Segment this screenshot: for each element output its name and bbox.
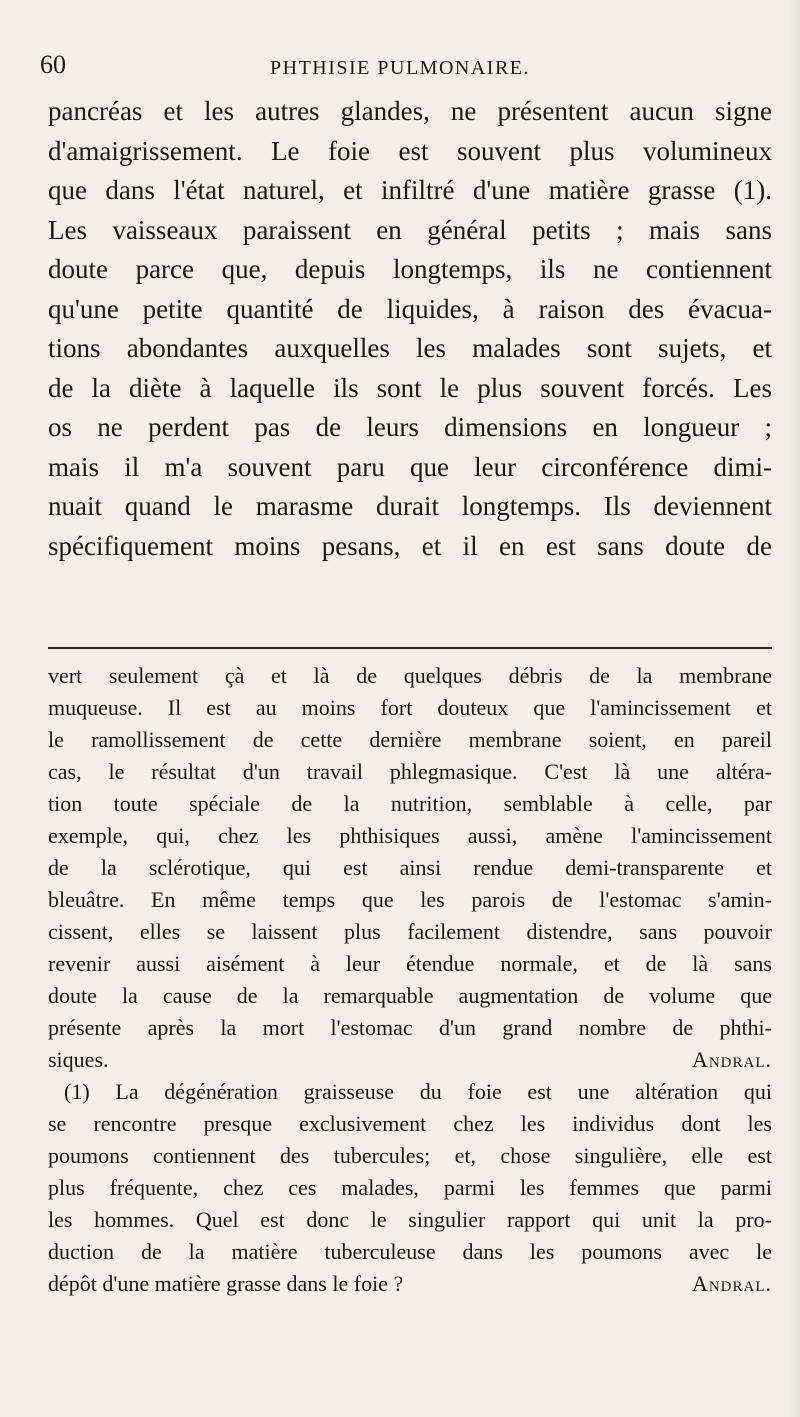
footnote-line: les hommes. Quel est donc le singulier rapport qui unit la pro- bbox=[48, 1207, 772, 1232]
footnote-line: vert seulement çà et là de quelques débris de la membrane bbox=[48, 663, 772, 688]
footnote-line: revenir aussi aisément à leur étendue normale, et de là sans bbox=[48, 951, 772, 976]
page-header bbox=[40, 50, 770, 86]
footnote-line: de la sclérotique, qui est ainsi rendue demi-transparente et bbox=[48, 855, 772, 880]
footnote-continued bbox=[48, 660, 772, 1076]
main-text-line: qu'une petite quantité de liquides, à raison des évacua- bbox=[48, 293, 772, 324]
footnote-separator-rule bbox=[48, 647, 772, 649]
footnote-line: poumons contiennent des tubercules; et, chose singulière, elle est bbox=[48, 1143, 772, 1168]
footnote-line: présente après la mort l'estomac d'un grand nombre de phthi- bbox=[48, 1015, 772, 1040]
footnote-line: exemple, qui, chez les phthisiques aussi, amène l'amincissement bbox=[48, 823, 772, 848]
author-signature: Andral. bbox=[691, 1047, 772, 1072]
main-text-line: spécifiquement moins pesans, et il en est sans doute de bbox=[48, 530, 772, 561]
footnote-line: se rencontre presque exclusivement chez les individus dont les bbox=[48, 1111, 772, 1136]
footnote-line: tion toute spéciale de la nutrition, semblable à celle, par bbox=[48, 791, 772, 816]
footnote-last-line bbox=[48, 1268, 772, 1300]
footnote-line: duction de la matière tuberculeuse dans les poumons avec le bbox=[48, 1239, 772, 1264]
main-text-line: doute parce que, depuis longtemps, ils ne contiennent bbox=[48, 254, 772, 284]
footnote-line-text: siques. bbox=[48, 1047, 109, 1072]
footnote-line: (1) La dégénération graisseuse du foie est une altération qui bbox=[64, 1079, 772, 1104]
footnote-line-text: dépôt d'une matière grasse dans le foie ? bbox=[48, 1271, 404, 1296]
author-signature: Andral. bbox=[691, 1271, 772, 1296]
footnote-line: muqueuse. Il est au moins fort douteux que l'amincissement et bbox=[48, 695, 772, 720]
main-text-line: tions abondantes auxquelles les malades sont sujets, et bbox=[48, 333, 772, 363]
main-text-block bbox=[48, 92, 772, 566]
main-text-line: Les vaisseaux paraissent en général petits ; mais sans bbox=[48, 214, 772, 245]
main-text-line: que dans l'état naturel, et infiltré d'une matière grasse (1). bbox=[48, 175, 772, 205]
running-title: PHTHISIE PULMONAIRE. bbox=[270, 57, 530, 79]
footnote-line: cas, le résultat d'un travail phlegmasique. C'est là une altéra- bbox=[48, 759, 772, 784]
main-text-line: d'amaigrissement. Le foie est souvent plus volumineux bbox=[48, 135, 772, 166]
page-edge-shadow bbox=[786, 0, 800, 1417]
footnote-1 bbox=[48, 1076, 772, 1300]
main-text-line: de la diète à laquelle ils sont le plus souvent forcés. Les bbox=[48, 372, 772, 403]
footnote-line: bleuâtre. En même temps que les parois de l'estomac s'amin- bbox=[48, 887, 772, 912]
footnotes-block bbox=[48, 660, 772, 1300]
footnote-line: doute la cause de la remarquable augmentation de volume que bbox=[48, 983, 772, 1008]
footnote-line: le ramollissement de cette dernière membrane soient, en pareil bbox=[48, 727, 772, 752]
footnote-line: cissent, elles se laissent plus facilement distendre, sans pouvoir bbox=[48, 919, 772, 944]
main-text-line: mais il m'a souvent paru que leur circonférence dimi- bbox=[48, 451, 772, 482]
main-text-line: nuait quand le marasme durait longtemps. Ils deviennent bbox=[48, 491, 772, 521]
footnote-line: plus fréquente, chez ces malades, parmi les femmes que parmi bbox=[48, 1175, 772, 1200]
main-text-line: pancréas et les autres glandes, ne présentent aucun signe bbox=[48, 96, 772, 126]
page-number: 60 bbox=[40, 50, 66, 79]
footnote-last-line bbox=[48, 1044, 772, 1076]
main-text-line: os ne perdent pas de leurs dimensions en longueur ; bbox=[48, 412, 772, 442]
